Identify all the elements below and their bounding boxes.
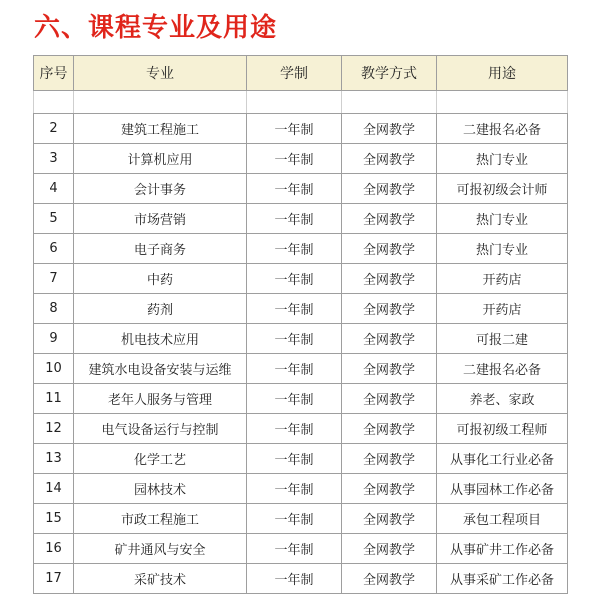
cell-major: 矿井通风与安全 <box>74 534 247 564</box>
cell-teaching-mode: 全网教学 <box>342 504 437 534</box>
cell-index: 6 <box>34 234 74 264</box>
cell-major: 会计事务 <box>74 174 247 204</box>
cell-teaching-mode: 全网教学 <box>342 474 437 504</box>
cell-teaching-mode: 全网教学 <box>342 384 437 414</box>
header-duration: 学制 <box>247 56 342 91</box>
table-row <box>34 384 568 414</box>
cell-teaching-mode: 全网教学 <box>342 144 437 174</box>
header-major: 专业 <box>74 56 247 91</box>
cell-duration: 一年制 <box>247 414 342 444</box>
table-row <box>34 114 568 144</box>
cell-purpose: 热门专业 <box>437 234 568 264</box>
cell-major: 老年人服务与管理 <box>74 384 247 414</box>
cell-purpose: 从事矿井工作必备 <box>437 534 568 564</box>
cell-purpose: 养老、家政 <box>437 384 568 414</box>
cell-major: 园林技术 <box>74 474 247 504</box>
header-purpose: 用途 <box>437 56 568 91</box>
cell-major: 中药 <box>74 264 247 294</box>
table-row <box>34 264 568 294</box>
page-title: 六、课程专业及用途 <box>34 13 278 43</box>
cell-index: 15 <box>34 504 74 534</box>
cell-teaching-mode: 全网教学 <box>342 234 437 264</box>
cell-duration: 一年制 <box>247 264 342 294</box>
cell-index: 11 <box>34 384 74 414</box>
cell-teaching-mode: 全网教学 <box>342 204 437 234</box>
cell-teaching-mode: 全网教学 <box>342 444 437 474</box>
cell-purpose: 热门专业 <box>437 204 568 234</box>
table-row <box>34 534 568 564</box>
table-row <box>34 324 568 354</box>
table-row <box>34 474 568 504</box>
cell-duration: 一年制 <box>247 144 342 174</box>
table-row <box>34 204 568 234</box>
cell-duration: 一年制 <box>247 204 342 234</box>
cell-duration: 一年制 <box>247 564 342 594</box>
cell-duration: 一年制 <box>247 384 342 414</box>
cell-duration: 一年制 <box>247 174 342 204</box>
cell-teaching-mode: 全网教学 <box>342 354 437 384</box>
cell-major: 建筑工程施工 <box>74 114 247 144</box>
cell-duration: 一年制 <box>247 114 342 144</box>
cell-duration: 一年制 <box>247 534 342 564</box>
cell-major: 采矿技术 <box>74 564 247 594</box>
cell-index: 14 <box>34 474 74 504</box>
cell-index: 16 <box>34 534 74 564</box>
cell-teaching-mode: 全网教学 <box>342 564 437 594</box>
cell-major: 建筑水电设备安装与运维 <box>74 354 247 384</box>
table-row <box>34 234 568 264</box>
cell-major: 市场营销 <box>74 204 247 234</box>
cell-purpose: 开药店 <box>437 294 568 324</box>
cell-major: 化学工艺 <box>74 444 247 474</box>
cell-purpose: 热门专业 <box>437 144 568 174</box>
cell-index: 17 <box>34 564 74 594</box>
cell-index: 13 <box>34 444 74 474</box>
cell-duration: 一年制 <box>247 324 342 354</box>
cell-purpose: 可报初级会计师 <box>437 174 568 204</box>
cell-index: 3 <box>34 144 74 174</box>
cell-index: 12 <box>34 414 74 444</box>
table-row <box>34 294 568 324</box>
cell-duration: 一年制 <box>247 294 342 324</box>
table-row <box>34 564 568 594</box>
cell-duration: 一年制 <box>247 504 342 534</box>
cell-index: 2 <box>34 114 74 144</box>
cell-duration: 一年制 <box>247 444 342 474</box>
cell-major: 电子商务 <box>74 234 247 264</box>
cell-teaching-mode: 全网教学 <box>342 414 437 444</box>
cell-major: 药剂 <box>74 294 247 324</box>
table-row <box>34 444 568 474</box>
table-row <box>34 144 568 174</box>
cell-duration: 一年制 <box>247 354 342 384</box>
cell-index: 8 <box>34 294 74 324</box>
cell-purpose: 从事采矿工作必备 <box>437 564 568 594</box>
cell-teaching-mode: 全网教学 <box>342 534 437 564</box>
cell-teaching-mode: 全网教学 <box>342 264 437 294</box>
course-table <box>33 55 568 594</box>
header-teaching-mode: 教学方式 <box>342 56 437 91</box>
cell-purpose: 可报初级工程师 <box>437 414 568 444</box>
table-header-row <box>34 56 568 91</box>
table-row <box>34 504 568 534</box>
cell-index: 9 <box>34 324 74 354</box>
table-row <box>34 414 568 444</box>
cell-purpose: 二建报名必备 <box>437 114 568 144</box>
cell-major: 计算机应用 <box>74 144 247 174</box>
cell-purpose: 可报二建 <box>437 324 568 354</box>
cell-teaching-mode: 全网教学 <box>342 114 437 144</box>
cell-purpose: 从事园林工作必备 <box>437 474 568 504</box>
cell-major: 机电技术应用 <box>74 324 247 354</box>
cell-purpose: 开药店 <box>437 264 568 294</box>
cell-index: 5 <box>34 204 74 234</box>
table-gap-row <box>34 91 568 114</box>
cell-teaching-mode: 全网教学 <box>342 174 437 204</box>
table-row <box>34 354 568 384</box>
cell-duration: 一年制 <box>247 234 342 264</box>
cell-duration: 一年制 <box>247 474 342 504</box>
table-row <box>34 174 568 204</box>
cell-index: 4 <box>34 174 74 204</box>
cell-purpose: 承包工程项目 <box>437 504 568 534</box>
cell-index: 7 <box>34 264 74 294</box>
cell-major: 市政工程施工 <box>74 504 247 534</box>
cell-purpose: 二建报名必备 <box>437 354 568 384</box>
cell-major: 电气设备运行与控制 <box>74 414 247 444</box>
cell-purpose: 从事化工行业必备 <box>437 444 568 474</box>
cell-teaching-mode: 全网教学 <box>342 324 437 354</box>
cell-index: 10 <box>34 354 74 384</box>
cell-teaching-mode: 全网教学 <box>342 294 437 324</box>
header-index: 序号 <box>34 56 74 91</box>
